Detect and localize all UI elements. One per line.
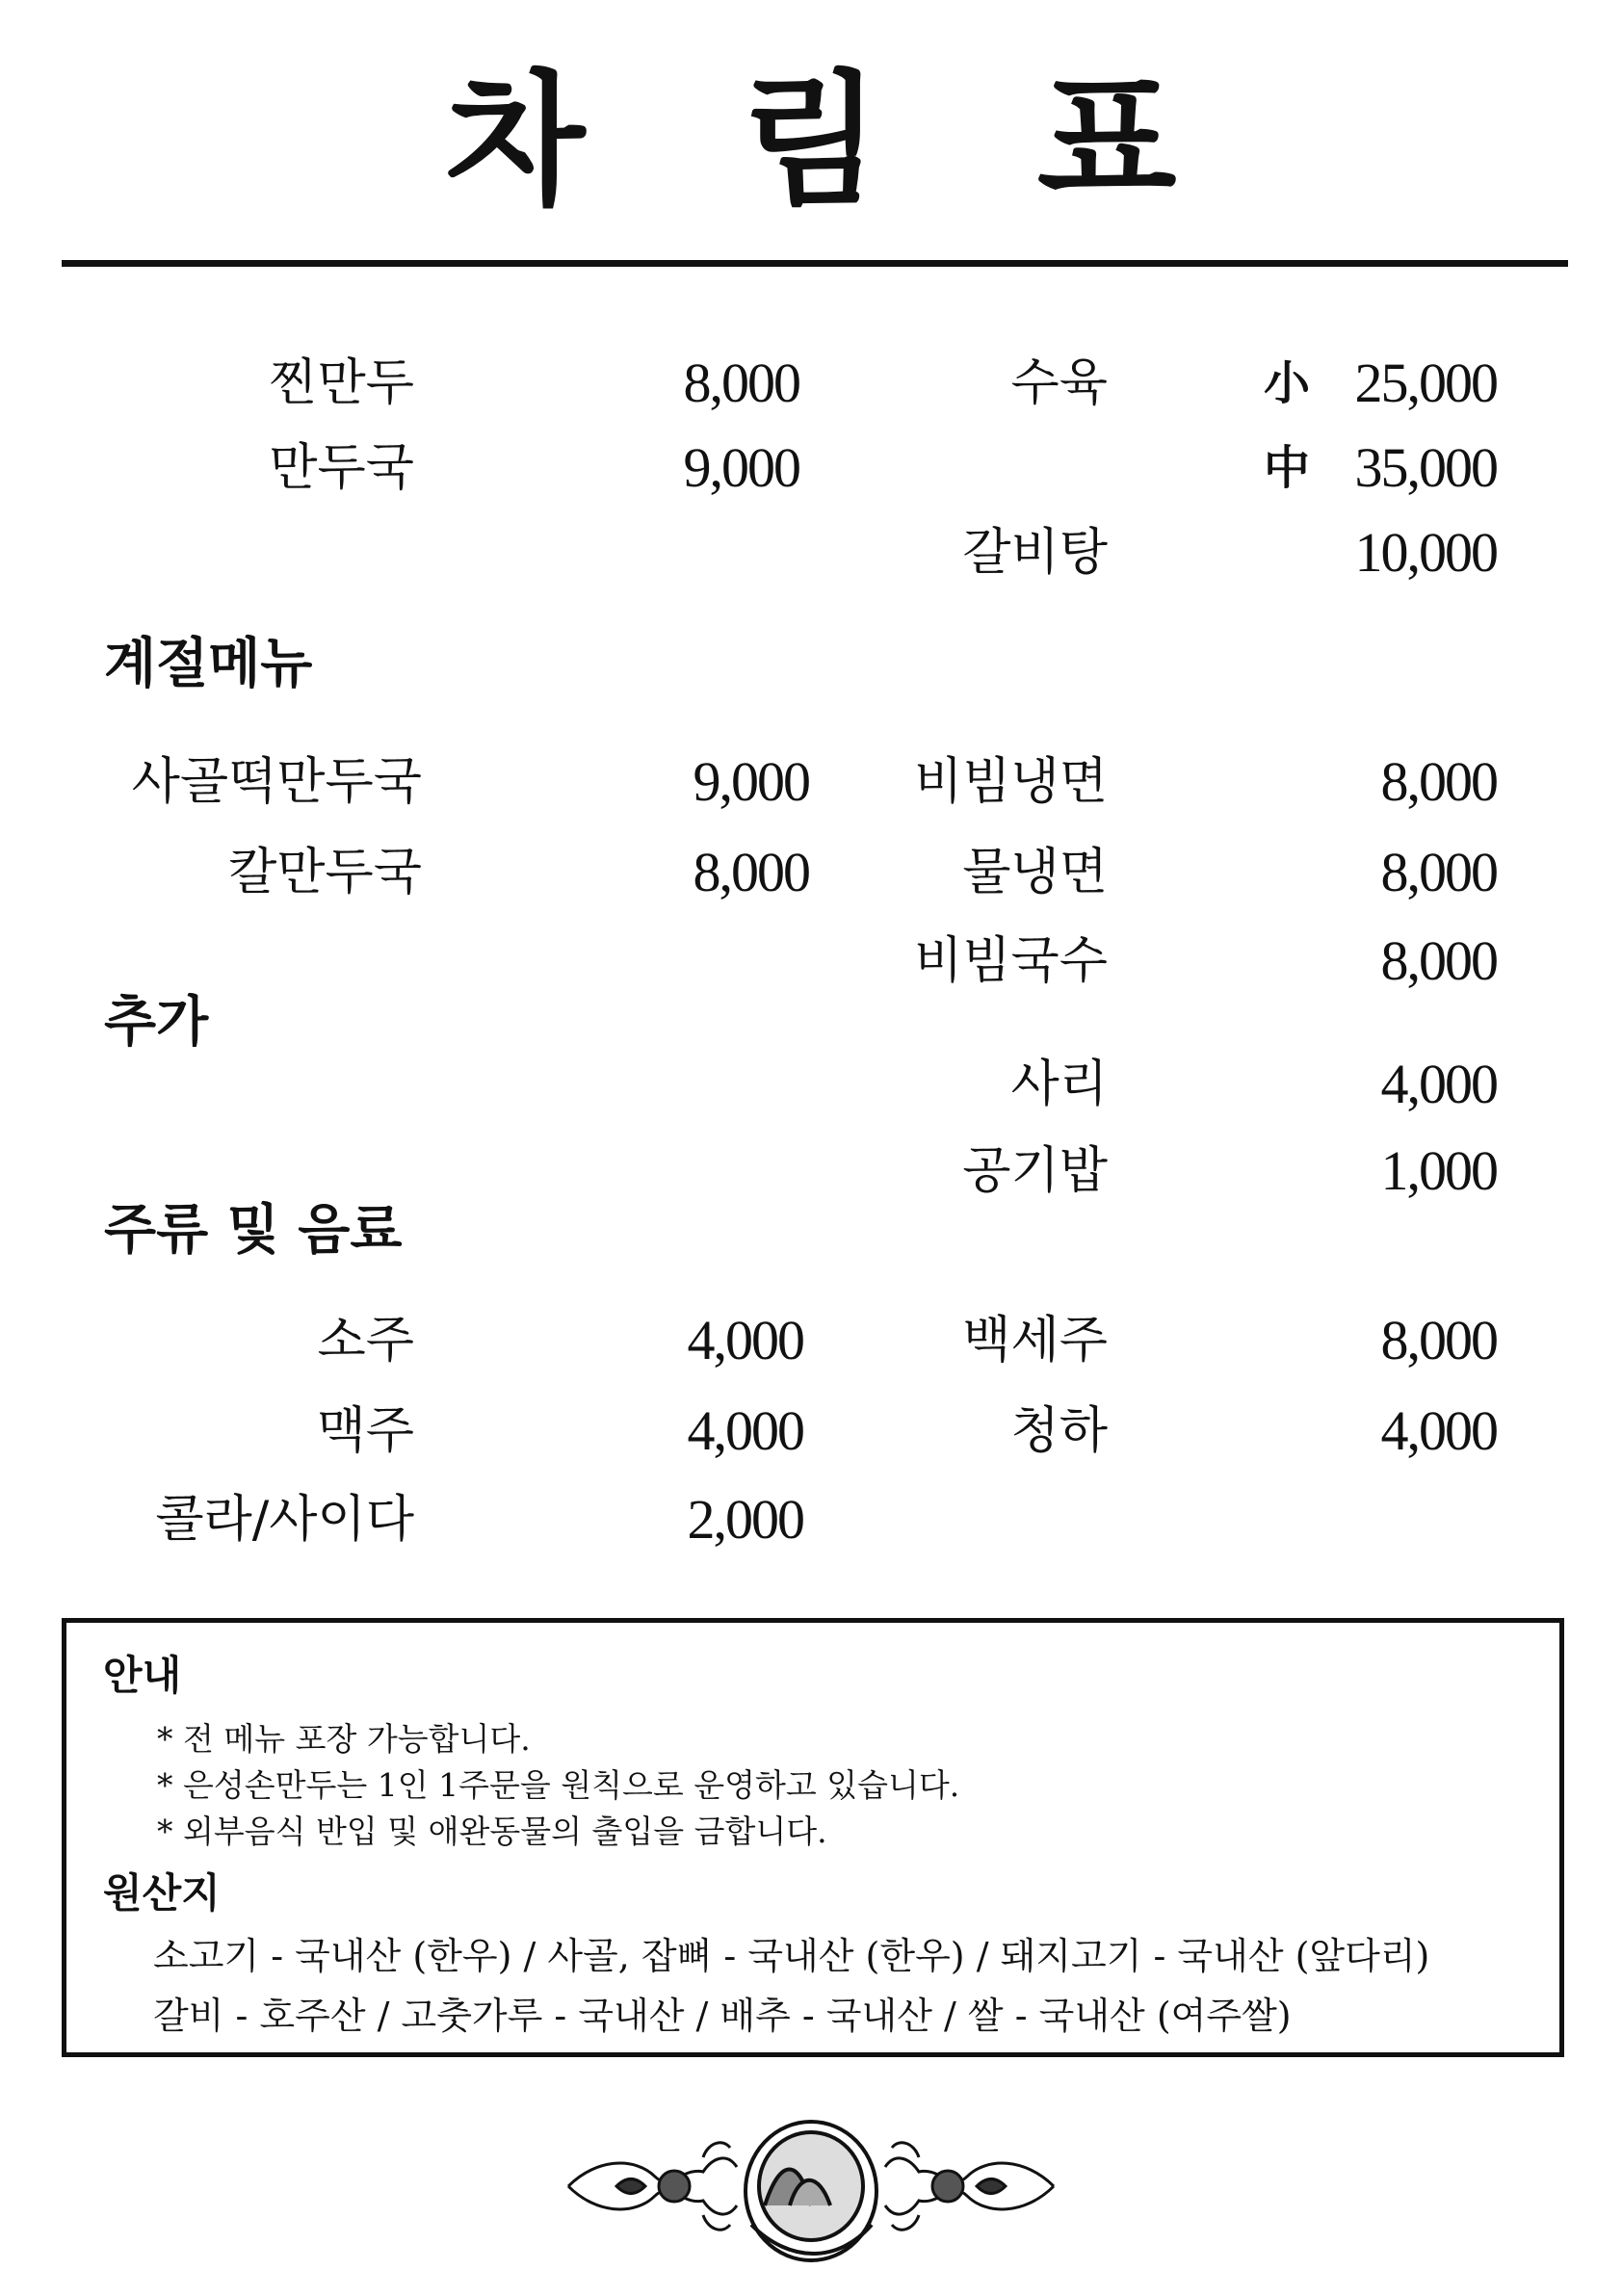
- menu-item-name: 만두국: [269, 439, 414, 497]
- menu-item-price: 10,000: [1354, 521, 1497, 584]
- menu-item-price: 8,000: [1380, 750, 1497, 813]
- page-title: 차 림 표: [445, 58, 1230, 225]
- menu-item-name: 물냉면: [962, 844, 1108, 901]
- menu-item-price: 8,000: [1380, 841, 1497, 903]
- menu-item-name: 맥주: [317, 1402, 414, 1460]
- menu-item-price: 4,000: [1380, 1053, 1497, 1115]
- menu-item-price: 4,000: [687, 1309, 803, 1371]
- menu-item-price: 1,000: [1380, 1139, 1497, 1202]
- notice-box: [62, 1618, 1564, 2057]
- dumpling-bowl-icon: [746, 2122, 876, 2260]
- section-heading-seasonal: 계절메뉴: [104, 633, 313, 695]
- menu-item-price: 8,000: [1380, 929, 1497, 992]
- menu-item-price: 4,000: [1380, 1399, 1497, 1462]
- origin-heading: 원산지: [103, 1869, 221, 1917]
- menu-item-name: 찐만두: [269, 354, 414, 412]
- menu-item-name: 칼만두국: [228, 844, 422, 901]
- menu-item-name: 청하: [1010, 1402, 1108, 1460]
- notice-line: * 전 메뉴 포장 가능합니다.: [157, 1720, 531, 1758]
- origin-line: 소고기 - 국내산 (한우) / 사골, 잡뼈 - 국내산 (한우) / 돼지고기 - 국내산 (앞다리): [153, 1935, 1430, 1977]
- section-heading-extra: 추가: [104, 991, 209, 1054]
- footer-ornament: [559, 2100, 1063, 2273]
- menu-item-name: 사리: [1010, 1056, 1108, 1113]
- size-small-label: 小: [1264, 356, 1311, 410]
- menu-item-name: 소주: [317, 1312, 414, 1370]
- title-divider: [62, 260, 1568, 267]
- menu-item-price: 8,000: [1380, 1309, 1497, 1371]
- menu-item-name: 사골떡만두국: [131, 753, 422, 811]
- menu-item-name: 공기밥: [962, 1142, 1108, 1200]
- notice-line: * 은성손만두는 1인 1주문을 원칙으로 운영하고 있습니다.: [157, 1766, 960, 1804]
- menu-item-name: 콜라/사이다: [155, 1491, 414, 1549]
- menu-item-name: 백세주: [962, 1312, 1108, 1370]
- menu-item-name: 수육: [1010, 354, 1108, 412]
- menu-item-name: 비빔냉면: [914, 753, 1108, 811]
- menu-item-price: 25,000: [1354, 352, 1497, 414]
- menu-item-price: 9,000: [693, 750, 809, 813]
- menu-item-price: 2,000: [687, 1488, 803, 1551]
- ornament-flourish-icon: [568, 2143, 737, 2230]
- menu-item-price: 8,000: [683, 352, 799, 414]
- section-heading-drinks: 주류 및 음료: [104, 1199, 403, 1262]
- menu-item-price: 8,000: [693, 841, 809, 903]
- menu-item-name: 갈비탕: [962, 524, 1108, 582]
- notice-heading: 안내: [103, 1652, 182, 1699]
- menu-item-price: 4,000: [687, 1399, 803, 1462]
- ornament-flourish-icon: [885, 2143, 1054, 2230]
- notice-line: * 외부음식 반입 및 애완동물의 출입을 금합니다.: [157, 1813, 827, 1850]
- menu-item-price: 9,000: [683, 436, 799, 499]
- size-medium-label: 中: [1264, 441, 1311, 495]
- origin-line: 갈비 - 호주산 / 고춧가루 - 국내산 / 배추 - 국내산 / 쌀 - 국내산 (여주쌀): [153, 1995, 1292, 2037]
- menu-item-name: 비빔국수: [914, 932, 1108, 990]
- menu-item-price: 35,000: [1354, 436, 1497, 499]
